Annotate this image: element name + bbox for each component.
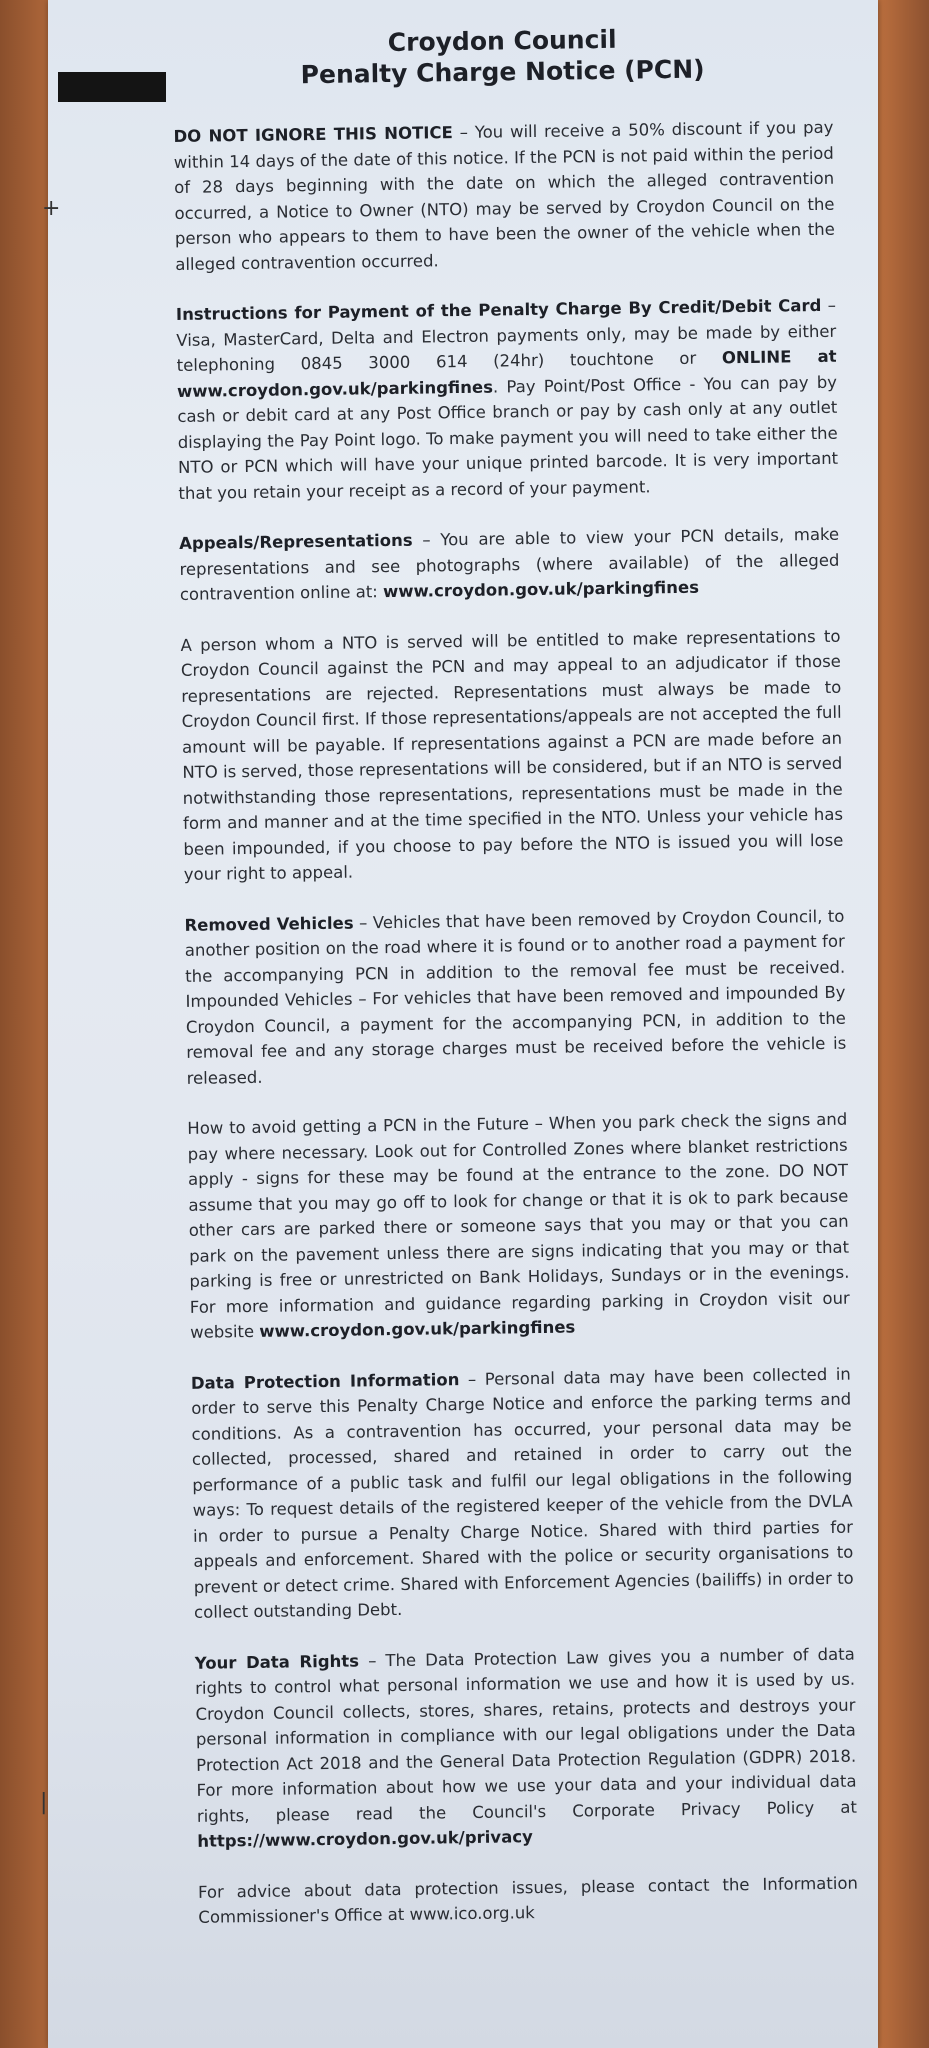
notice-content	[172, 21, 859, 1956]
paragraph-heading: Instructions for Payment of the Penalty Charge By Credit/Debit Card	[175, 295, 822, 324]
nto-paragraph	[180, 623, 843, 887]
payment-paragraph	[176, 293, 839, 506]
paragraph-heading: Your Data Rights	[194, 1651, 360, 1673]
avoid-pcn-paragraph	[187, 1107, 850, 1346]
advice-paragraph	[198, 1870, 859, 1930]
tick-mark: |	[40, 1790, 48, 1815]
council-name: Croydon Council	[387, 24, 617, 57]
appeals-paragraph	[179, 522, 840, 608]
notice-title: Penalty Charge Notice (PCN)	[300, 54, 705, 90]
parkingfines-link: www.croydon.gov.uk/parkingfines	[259, 1317, 576, 1341]
paragraph-heading: Removed Vehicles	[184, 913, 354, 935]
online-payment-link: ONLINE at www.croydon.gov.uk/parkingfines	[176, 346, 837, 401]
paragraph-heading: DO NOT IGNORE THIS NOTICE	[173, 123, 453, 146]
tick-mark: +	[42, 196, 61, 221]
parkingfines-link: www.croydon.gov.uk/parkingfines	[382, 577, 700, 602]
paragraph-body: For advice about data protection issues, please contact the Information Commissioner's Office at www.ico.org.uk	[197, 1873, 859, 1927]
paragraph-body: – You will receive a 50% discount if you pay within 14 days of the date of this notice. If the PCN is not paid within the period of 28 days beginning with the date on which the alleged contravention occurred, a Notice to Owner (NTO) may be served by Croydon Council on the person who appears to them to have been the owner of the vehicle when the alleged contravention occurred.	[173, 117, 835, 274]
paragraph-heading: Data Protection Information	[190, 1369, 460, 1393]
paragraph-body: – You are able to view your PCN details, make representations and see photographs (where available) of the alleged contravention online at:	[179, 524, 840, 604]
notice-header	[172, 21, 833, 92]
paragraph-body: . Pay Point/Post Office - You can pay by cash or debit card at any Post Office branch or pay by cash only at any outlet displaying the Pay Point logo. To make payment you will need to take either the NTO or PCN which will have your unique printed barcode. It is very important that you retain your receipt as a record of your payment.	[177, 372, 839, 503]
privacy-link: https://www.croydon.gov.uk/privacy	[197, 1827, 533, 1851]
removed-vehicles-paragraph	[184, 903, 846, 1091]
black-marker-bar	[58, 72, 166, 102]
data-protection-paragraph	[191, 1361, 854, 1625]
paragraph-body: – Personal data may have been collected in order to serve this Penalty Charge Notice and enforce the parking terms and conditions. As a contravention has occurred, your personal data may be collected, processed, shared and retained in order to carry out the performance of a public task and fulfil our legal obligations in the following ways: To request details of the registered keeper of the vehicle from the DVLA in order to pursue a Penalty Charge Notice. Shared with third parties for appeals and enforcement. Shared with the police or security organisations to prevent or detect crime. Shared with Enforcement Agencies (bailiffs) in order to collect outstanding Debt.	[191, 1364, 854, 1622]
paragraph-body: – Vehicles that have been removed by Croydon Council, to another position on the road where it is found or to another road a payment for the accompanying PCN in addition to the removal fee must be received. Impounded Vehicles – For vehicles that have been removed and impounded By Croydon Council, a payment for the accompanying PCN, in addition to the removal fee and any storage charges must be received before the vehicle is released.	[184, 906, 847, 1088]
paragraph-body: – The Data Protection Law gives you a number of data rights to control what personal information we use and how it is used by us. Croydon Council collects, stores, shares, retains, protects and destroys your personal information in compliance with our legal obligations under the Data Protection Act 2018 and the General Data Protection Regulation (GDPR) 2018. For more information about how we use your data and your individual data rights, please read the Council's Corporate Privacy Policy at	[195, 1644, 858, 1826]
do-not-ignore-paragraph	[173, 115, 835, 277]
paragraph-body: – Visa, MasterCard, Delta and Electron payments only, may be made by either telephoning 0845 3000 614 (24hr) touchtone or	[176, 295, 837, 375]
paragraph-body: A person whom a NTO is served will be entitled to make representations to Croydon Council against the PCN and may appeal to an adjudicator if those representations are rejected. Representations must always be made to Croydon Council first. If those representations/appeals are not accepted the full amount will be payable. If representations against a PCN are made before an NTO is served, those representations will be considered, but if an NTO is served notwithstanding those representations, representations must be made in the form and manner and at the time specified in the NTO. Unless your vehicle has been impounded, if you choose to pay before the NTO is issued you will lose your right to appeal.	[180, 626, 844, 884]
paragraph-body: How to avoid getting a PCN in the Future – When you park check the signs and pay where necessary. Look out for Controlled Zones where blanket restrictions apply - signs for these may be found at the entrance to the zone. DO NOT assume that you may go off to look for change or that it is ok to park because other cars are parked there or someone says that you may or that you can park on the pavement unless there are signs indicating that you may or that parking is free or unrestricted on Bank Holidays, Sundays or in the evenings. For more information and guidance regarding parking in Croydon visit our website	[187, 1109, 850, 1342]
data-rights-paragraph	[195, 1641, 858, 1854]
paragraph-heading: Appeals/Representations	[179, 530, 413, 553]
